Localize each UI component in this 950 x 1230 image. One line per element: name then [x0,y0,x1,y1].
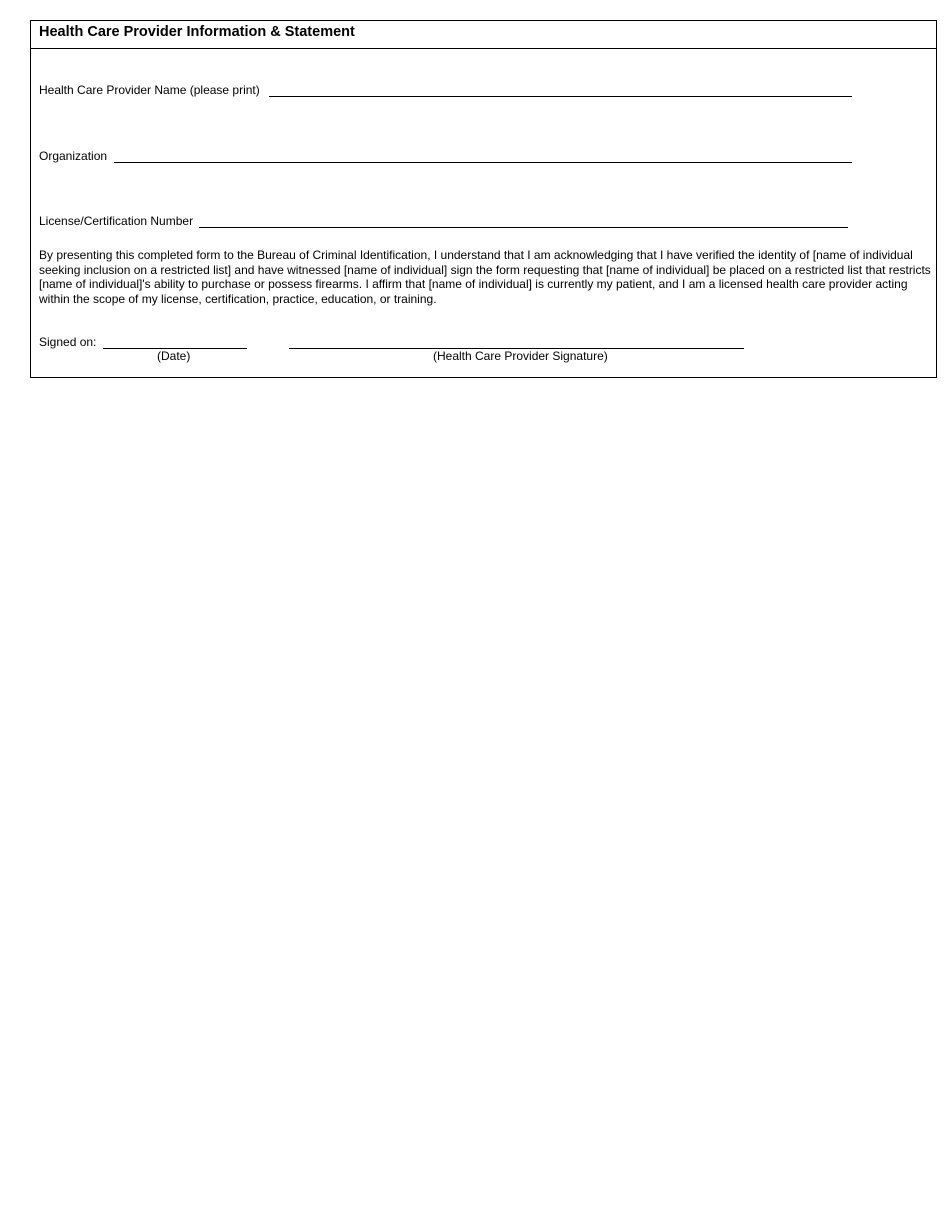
section-header [31,21,936,49]
provider-name-line-bold [269,96,454,97]
provider-statement: By presenting this completed form to the Bureau of Criminal Identification, I understand that I am acknowledging that I have verified the identity of [name of individual seeking inclusion on a restricted list] and have witnessed [name of individual] sign the form requesting that [name of individual] be placed on a restricted list that restricts [name of individual]'s ability to purchase or possess firearms. I affirm that [name of individual] is currently my patient, and I am a licensed health care provider acting within the scope of my license, certification, practice, education, or training. [39,248,931,306]
date-caption: (Date) [157,349,191,363]
organization-field[interactable] [169,162,839,163]
provider-name-line-end [782,96,852,97]
health-care-provider-form [30,20,937,378]
organization-label: Organization [39,149,108,163]
organization-line-end [839,162,852,163]
license-field[interactable] [199,227,848,228]
license-label: License/Certification Number [39,214,194,228]
provider-name-field[interactable] [454,96,782,97]
signature-caption: (Health Care Provider Signature) [433,349,608,363]
organization-line-bold [114,162,169,163]
signed-on-label: Signed on: [39,335,97,349]
provider-name-label: Health Care Provider Name (please print) [39,83,260,97]
section-title: Health Care Provider Information & Statement [39,24,355,40]
